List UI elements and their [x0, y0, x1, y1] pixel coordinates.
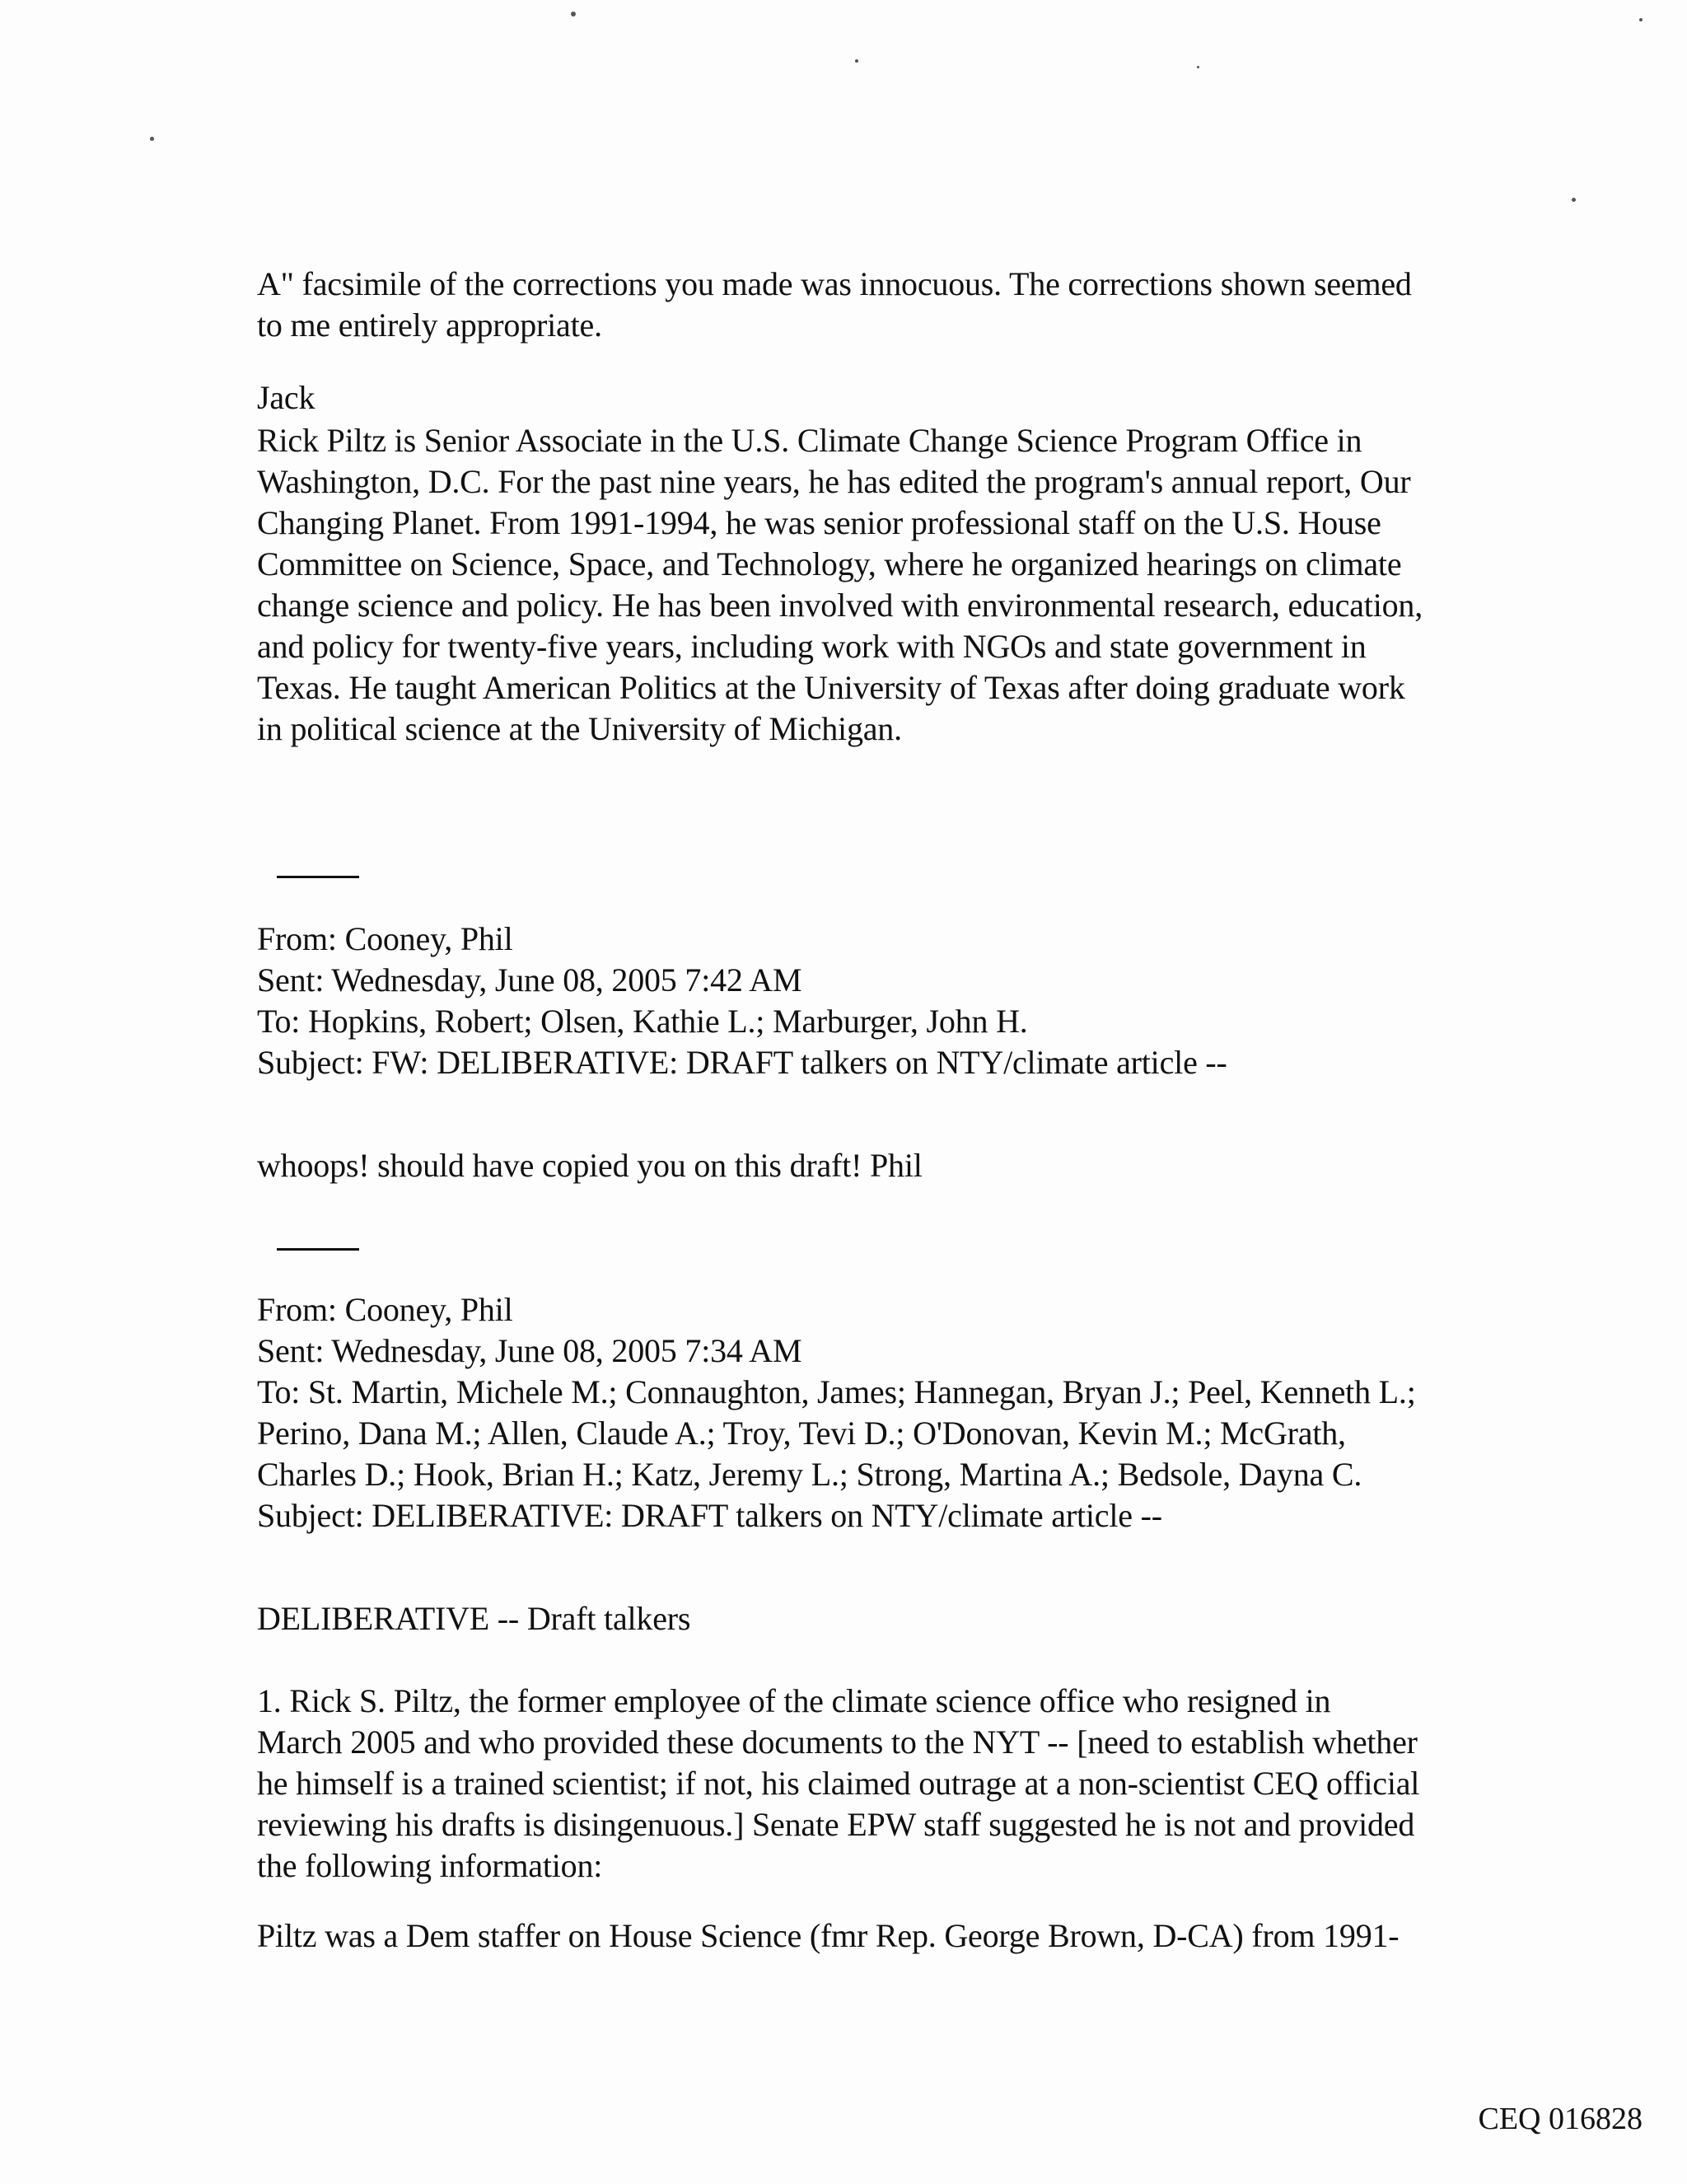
- point1-line: the following information:: [257, 1847, 603, 1884]
- email2-to-line: Charles D.; Hook, Brian H.; Katz, Jeremy L.; Strong, Martina A.; Bedsole, Dayna C.: [257, 1456, 1362, 1493]
- bio-line: Changing Planet. From 1991-1994, he was senior professional staff on the U.S. House: [257, 504, 1381, 541]
- email2-from: From: Cooney, Phil: [257, 1291, 513, 1328]
- bio-line: Rick Piltz is Senior Associate in the U.S. Climate Change Science Program Office in: [257, 422, 1362, 459]
- bio-line: change science and policy. He has been involved with environmental research, education,: [257, 587, 1423, 624]
- email1-subject: Subject: FW: DELIBERATIVE: DRAFT talkers on NTY/climate article --: [257, 1044, 1227, 1081]
- email2-sent: Sent: Wednesday, June 08, 2005 7:34 AM: [257, 1332, 802, 1369]
- bio-line: Washington, D.C. For the past nine years, he has edited the program's annual report, Our: [257, 463, 1411, 500]
- email-separator: [277, 876, 359, 878]
- bio-line: Texas. He taught American Politics at the University of Texas after doing graduate work: [257, 669, 1405, 706]
- scan-speck: [150, 137, 154, 141]
- point1-line: March 2005 and who provided these documents to the NYT -- [need to establish whether: [257, 1723, 1418, 1761]
- intro-line: to me entirely appropriate.: [257, 306, 602, 344]
- scan-speck: [571, 12, 576, 16]
- email2-subject: Subject: DELIBERATIVE: DRAFT talkers on NTY/climate article --: [257, 1497, 1162, 1534]
- bio-line: Committee on Science, Space, and Technology, where he organized hearings on climate: [257, 545, 1402, 582]
- email1-sent: Sent: Wednesday, June 08, 2005 7:42 AM: [257, 961, 802, 998]
- signoff: Jack: [257, 379, 315, 416]
- bio-line: and policy for twenty-five years, including work with NGOs and state government in: [257, 628, 1367, 665]
- email1-body: whoops! should have copied you on this draft! Phil: [257, 1147, 923, 1184]
- point1-line: 1. Rick S. Piltz, the former employee of the climate science office who resigned in: [257, 1682, 1331, 1719]
- bio-line: in political science at the University of Michigan.: [257, 710, 902, 747]
- scan-speck: [1572, 198, 1576, 202]
- scan-speck: [1197, 66, 1199, 68]
- scan-speck: [855, 59, 858, 63]
- email2-to-line: Perino, Dana M.; Allen, Claude A.; Troy, Tevi D.; O'Donovan, Kevin M.; McGrath,: [257, 1415, 1346, 1452]
- scan-speck: [1639, 18, 1643, 21]
- final-line: Piltz was a Dem staffer on House Science (fmr Rep. George Brown, D-CA) from 1991-: [257, 1917, 1400, 1954]
- point1-line: reviewing his drafts is disingenuous.] Senate EPW staff suggested he is not and provided: [257, 1806, 1415, 1843]
- email1-to: To: Hopkins, Robert; Olsen, Kathie L.; Marburger, John H.: [257, 1003, 1028, 1040]
- point1-line: he himself is a trained scientist; if not, his claimed outrage at a non-scientist CEQ official: [257, 1765, 1420, 1802]
- intro-line: A" facsimile of the corrections you made was innocuous. The corrections shown seemed: [257, 265, 1412, 302]
- email2-to-line: To: St. Martin, Michele M.; Connaughton, James; Hannegan, Bryan J.; Peel, Kenneth L.;: [257, 1373, 1416, 1410]
- email-separator: [277, 1248, 359, 1251]
- email2-heading: DELIBERATIVE -- Draft talkers: [257, 1600, 691, 1637]
- email1-from: From: Cooney, Phil: [257, 920, 513, 957]
- bates-number: CEQ 016828: [1478, 2102, 1643, 2136]
